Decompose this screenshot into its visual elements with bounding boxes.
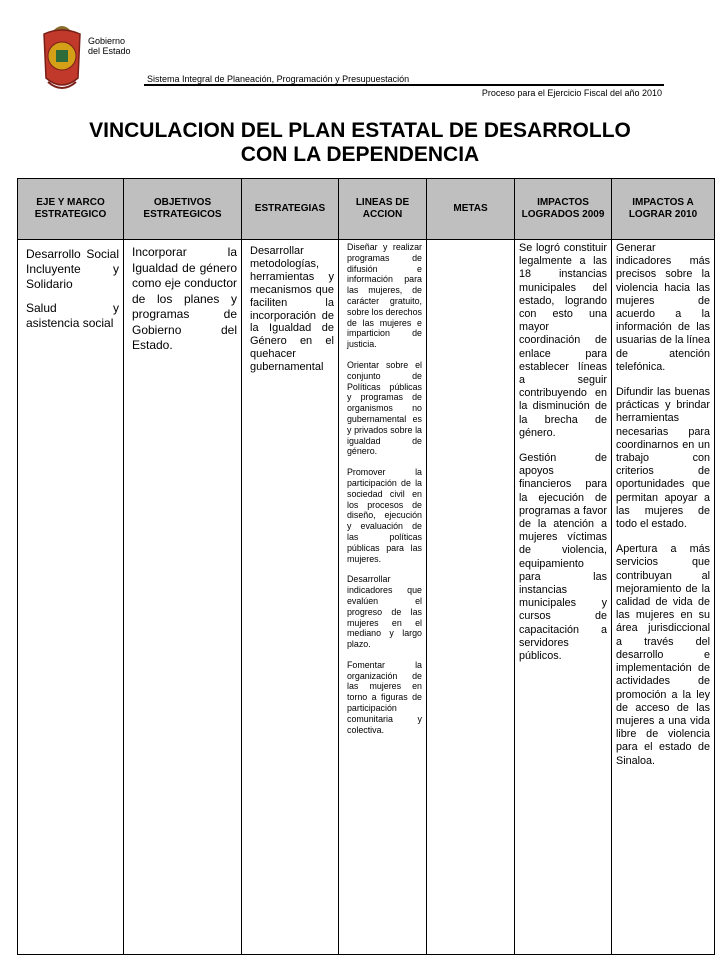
- cell-eje: [18, 240, 124, 955]
- objetivo-text: Incorporar la Igualdad de género como eje conductor de los planes y programas de Gobierno del Estado.: [132, 245, 237, 352]
- estrategia-text: Desarrollar metodologías, herramientas y mecanismos que faciliten la incorporación de la Igualdad de Género en el quehacer gubernamental: [250, 245, 334, 374]
- eje-item: Desarrollo Social Incluyente y Solidario: [26, 247, 119, 291]
- page-title-line2: CON LA DEPENDENCIA: [240, 143, 480, 166]
- col-header-eje: EJE Y MARCO ESTRATEGICO: [18, 179, 124, 240]
- eje-item: Salud y asistencia social: [26, 301, 119, 330]
- col-header-impactos-2009: IMPACTOS LOGRADOS 2009: [515, 179, 612, 240]
- impacto-2009-item: Gestión de apoyos financieros para la ejecución de programas a favor de la atención a mujeres víctimas de violencia, equipamiento para las instancias municipales y cursos de capacitación a servidores públicos.: [519, 452, 607, 663]
- gobierno-line2: del Estado: [88, 46, 131, 56]
- gobierno-label: [88, 36, 131, 56]
- cell-objetivo: [124, 240, 242, 955]
- cell-lineas: [339, 240, 427, 955]
- linea-item: Fomentar la organización de las mujeres en torno a figuras de participación comunitaria y colectiva.: [347, 659, 422, 735]
- cell-impactos-2010: [612, 240, 715, 955]
- table-header-row: [18, 179, 715, 240]
- header-divider: [144, 84, 664, 86]
- cell-estrategia: [242, 240, 339, 955]
- col-header-lineas: LINEAS DE ACCION: [339, 179, 427, 240]
- col-header-impactos-2010: IMPACTOS A LOGRAR 2010: [612, 179, 715, 240]
- linea-item: Promover la participación de la sociedad civil en los procesos de diseño, ejecución y evaluación de las políticas públicas para las mujeres.: [347, 467, 422, 564]
- linea-item: Desarrollar indicadores que evalúen el progreso de las mujeres en el mediano y largo plazo.: [347, 574, 422, 650]
- state-seal-icon: [38, 18, 86, 94]
- gobierno-line1: Gobierno: [88, 36, 126, 46]
- impacto-2010-item: Apertura a más servicios que contribuyan al mejoramiento de la calidad de vida de las mujeres en su área jurisdiccional a través del desarrollo e implementación de actividades de promoción a la ley de acceso de las mujeres a una vida libre de violencia para el estado de Sinaloa.: [616, 543, 710, 767]
- col-header-metas: METAS: [427, 179, 515, 240]
- cell-metas: [427, 240, 515, 955]
- page-title-line1: VINCULACION DEL PLAN ESTATAL DE DESARROLLO: [89, 119, 631, 142]
- impacto-2009-item: Se logró constituir legalmente a las 18 instancias municipales del estado, logrando con esto una mayor coordinación de enlace para establecer líneas a seguir contribuyendo en la disminución de la brecha de género.: [519, 242, 607, 439]
- linea-item: Diseñar y realizar programas de difusión e información para las mujeres, de carácter gratuito, sobre los derechos de las mujeres e imparticion de justicia.: [347, 242, 422, 350]
- impacto-2010-item: Difundir las buenas prácticas y brindar herramientas necesarias para coordinarnos en un trabajo con criterios de oportunidades que permitan apoyar a las mujeres de todo el estado.: [616, 386, 710, 531]
- impacto-2010-item: Generar indicadores más precisos sobre la violencia hacia las mujeres de acuerdo a la información de las usuarias de la línea de atención telefónica.: [616, 242, 710, 373]
- table-row: [18, 240, 715, 955]
- sistema-label: Sistema Integral de Planeación, Programación y Presupuestación: [147, 74, 410, 84]
- linea-item: Orientar sobre el conjunto de Políticas públicas y programas de organismos no gubernamental es y privados sobre la igualdad de género.: [347, 359, 422, 457]
- proceso-label: Proceso para el Ejercicio Fiscal del año 2010: [481, 88, 662, 98]
- cell-impactos-2009: [515, 240, 612, 955]
- col-header-estrategias: ESTRATEGIAS: [242, 179, 339, 240]
- vinculacion-table: [17, 178, 715, 955]
- col-header-objetivos: OBJETIVOS ESTRATEGICOS: [124, 179, 242, 240]
